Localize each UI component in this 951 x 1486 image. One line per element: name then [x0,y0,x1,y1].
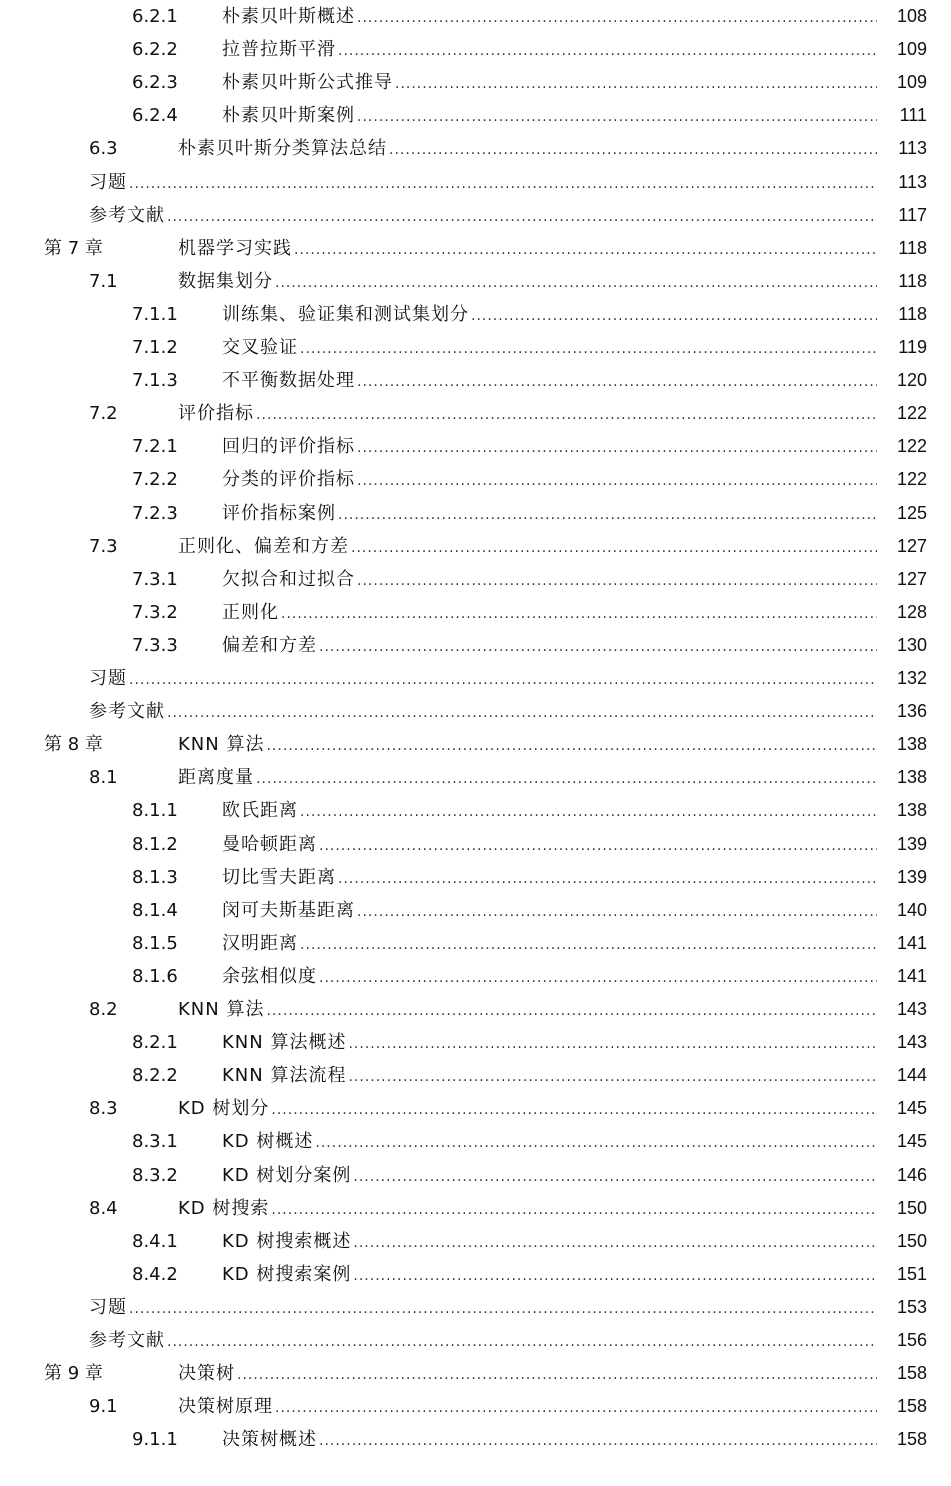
toc-entry[interactable] [0,1324,951,1357]
toc-entry-title: 偏差和方差 [222,634,317,656]
toc-entry-leader [222,298,877,333]
toc-entry-leader [89,1291,877,1326]
toc-entry[interactable] [0,1125,951,1158]
toc-entry-page: 125 [896,502,927,523]
toc-entry-number: 7.3.1 [132,568,178,590]
toc-entry-number: 6.2.1 [132,6,178,27]
dot-leader [349,532,877,565]
toc-entry-leader [222,0,877,35]
toc-entry-title: 习题 [89,1296,127,1318]
toc-entry-page: 145 [896,1131,927,1152]
toc-entry-page: 140 [896,899,927,920]
toc-entry-number: 6.2.3 [132,72,178,94]
toc-entry-leader [222,33,877,68]
toc-entry-page: 122 [896,403,927,424]
toc-entry-leader [178,1390,877,1425]
toc-entry-page: 132 [896,668,927,688]
toc-entry-leader [222,861,877,896]
toc-entry-title: 评价指标案例 [222,502,336,524]
toc-entry[interactable] [0,662,951,695]
toc-entry-title: KD 树划分 [178,1098,270,1120]
toc-entry[interactable] [0,861,951,894]
toc-entry-leader [222,1026,877,1061]
toc-entry-leader [222,1059,877,1094]
toc-entry-title: 余弦相似度 [222,965,317,987]
toc-entry-page: 113 [898,138,927,159]
toc-entry-title: KNN 算法 [178,999,265,1020]
toc-entry-number: 6.2.2 [132,39,178,61]
dot-leader [336,35,877,68]
dot-leader [393,68,877,101]
toc-entry-title: 习题 [89,171,127,193]
toc-entry-number: 7.1 [89,270,118,292]
toc-entry-leader [89,662,877,697]
dot-leader [355,2,877,35]
toc-entry-number: 7.2 [89,403,118,425]
toc-entry[interactable] [0,761,951,794]
toc-entry-leader [222,463,877,498]
dot-leader [298,796,877,829]
toc-entry-number: 6.3 [89,138,118,160]
toc-entry[interactable] [0,1159,951,1192]
toc-entry-number: 8.3.2 [132,1164,178,1186]
toc-entry-number: 第 8 章 [44,734,103,756]
toc-entry-page: 139 [896,833,927,854]
toc-entry-leader [222,563,877,598]
dot-leader [355,896,877,929]
toc-entry-title: 欠拟合和过拟合 [222,568,355,590]
toc-entry-number: 8.4.1 [132,1230,178,1252]
dot-leader [273,267,877,300]
toc-entry-leader [222,1125,877,1160]
dot-leader [317,631,877,664]
toc-entry-title: 朴素贝叶斯公式推导 [222,72,393,94]
toc-entry-title: 朴素贝叶斯分类算法总结 [178,138,387,160]
toc-entry-title: 决策树原理 [178,1396,273,1418]
toc-entry[interactable] [0,397,951,430]
toc-entry-number: 7.1.3 [132,370,178,392]
toc-entry[interactable] [0,728,951,761]
toc-entry-page: 108 [896,6,927,26]
toc-entry[interactable] [0,828,951,861]
toc-entry[interactable] [0,99,951,132]
toc-entry[interactable] [0,265,951,298]
toc-entry[interactable] [0,331,951,364]
dot-leader [264,995,877,1028]
toc-entry-number: 8.1.1 [132,800,178,822]
toc-entry-leader [222,331,877,366]
dot-leader [355,101,877,134]
toc-entry-title: KD 树搜索 [178,1197,270,1219]
toc-entry-page: 118 [898,303,927,324]
toc-entry-page: 138 [896,800,927,821]
toc-entry-page: 109 [896,39,927,60]
toc-entry-page: 127 [896,568,927,589]
toc-entry-leader [222,430,877,465]
dot-leader [336,499,877,532]
toc-entry[interactable] [0,364,951,397]
toc-entry-page: 139 [896,866,927,887]
toc-entry-title: 朴素贝叶斯案例 [222,105,355,127]
toc-entry-page: 158 [896,1429,927,1450]
toc-entry-title: KD 树搜索概述 [222,1230,352,1252]
toc-entry[interactable] [0,298,951,331]
toc-entry-leader [178,993,877,1028]
toc-entry[interactable] [0,430,951,463]
toc-entry[interactable] [0,199,951,232]
toc-entry[interactable] [0,530,951,563]
toc-entry[interactable] [0,66,951,99]
toc-entry[interactable] [0,1092,951,1125]
dot-leader [298,929,877,962]
toc-entry[interactable] [0,166,951,199]
toc-entry-page: 141 [896,965,927,986]
toc-entry[interactable] [0,596,951,629]
toc-entry[interactable] [0,132,951,165]
toc-entry-leader [178,1092,877,1127]
toc-entry-leader [178,397,877,432]
toc-entry-page: 127 [896,535,927,556]
toc-entry-title: 朴素贝叶斯概述 [222,6,355,27]
toc-entry-title: 决策树概述 [222,1429,317,1451]
toc-entry-page: 156 [896,1330,927,1350]
toc-entry-leader [222,927,877,962]
toc-entry-number: 8.3 [89,1098,118,1120]
toc-entry[interactable] [0,1225,951,1258]
toc-entry-number: 8.1.2 [132,833,178,855]
toc-entry[interactable] [0,894,951,927]
toc-entry-page: 150 [896,1230,927,1251]
toc-entry-leader [178,761,877,796]
toc-entry-page: 146 [896,1164,927,1185]
dot-leader [165,201,877,234]
toc-entry-number: 8.4 [89,1197,118,1219]
dot-leader [351,1161,877,1194]
toc-entry[interactable] [0,794,951,827]
toc-entry-title: 正则化、偏差和方差 [178,535,349,557]
toc-entry[interactable] [0,695,951,728]
toc-entry-leader [178,728,877,763]
dot-leader [313,1127,877,1160]
dot-leader [165,697,877,730]
toc-entry[interactable] [0,1423,951,1456]
toc-entry-page: 150 [896,1197,927,1218]
dot-leader [351,1227,877,1260]
toc-entry-title: 机器学习实践 [178,237,292,259]
toc-entry[interactable] [0,960,951,993]
toc-entry-number: 8.1.4 [132,899,178,921]
toc-entry-title: KNN 算法流程 [222,1065,347,1087]
dot-leader [127,1293,877,1326]
toc-entry-number: 8.1.3 [132,866,178,888]
toc-entry-page: 144 [896,1065,927,1086]
dot-leader [235,1359,877,1392]
toc-entry-page: 128 [896,601,927,622]
toc-entry-title: 决策树 [178,1363,235,1385]
dot-leader [292,234,877,267]
toc-entry-title: 拉普拉斯平滑 [222,39,336,61]
toc-entry-page: 113 [898,171,927,192]
dot-leader [269,1094,877,1127]
toc-entry-number: 9.1 [89,1396,118,1418]
toc-entry-title: 闵可夫斯基距离 [222,899,355,921]
toc-entry[interactable] [0,1026,951,1059]
toc-entry-page: 111 [899,105,927,126]
dot-leader [317,962,877,995]
toc-entry-leader [178,1357,877,1392]
toc-entry-page: 145 [896,1098,927,1119]
dot-leader [298,333,877,366]
toc-entry-title: 交叉验证 [222,337,298,358]
toc-entry-title: 切比雪夫距离 [222,866,336,888]
toc-entry-title: KD 树概述 [222,1131,314,1153]
toc-entry-page: 138 [896,734,927,755]
toc-entry-title: KD 树搜索案例 [222,1263,352,1285]
dot-leader [355,432,877,465]
toc-entry-leader [178,1192,877,1227]
toc-entry-page: 122 [896,436,927,457]
dot-leader [254,399,877,432]
toc-entry[interactable] [0,232,951,265]
toc-entry-page: 158 [896,1363,927,1384]
toc-entry-page: 158 [896,1396,927,1417]
dot-leader [355,465,877,498]
toc-entry-leader [222,960,877,995]
toc-entry-title: 距离度量 [178,767,254,789]
toc-entry-number: 7.3.3 [132,634,178,656]
toc-entry-title: 分类的评价指标 [222,469,355,491]
toc-entry-number: 7.3 [89,535,118,557]
toc-entry-page: 138 [896,767,927,788]
toc-entry-leader [222,99,877,134]
toc-entry-number: 7.1.2 [132,337,178,358]
toc-entry-leader [222,66,877,101]
dot-leader [317,1425,877,1458]
toc-entry-page: 143 [896,1032,927,1053]
toc-entry-page: 118 [898,270,927,291]
toc-entry[interactable] [0,629,951,662]
toc-entry-page: 130 [896,634,927,655]
toc-entry-title: KNN 算法概述 [222,1032,347,1054]
toc-entry-leader [222,1159,877,1194]
toc-entry-leader [178,265,877,300]
dot-leader [279,598,877,631]
toc-entry-page: 122 [896,469,927,490]
dot-leader [165,1326,877,1359]
toc-entry[interactable] [0,927,951,960]
toc-entry-number: 8.3.1 [132,1131,178,1153]
toc-entry-leader [222,629,877,664]
toc-entry-leader [178,132,877,167]
dot-leader [355,565,877,598]
toc-entry-title: 数据集划分 [178,270,273,292]
toc-entry-page: 119 [898,337,927,357]
dot-leader [387,134,877,167]
toc-entry[interactable] [0,1291,951,1324]
toc-entry-title: KD 树划分案例 [222,1164,352,1186]
toc-entry-number: 第 7 章 [44,237,103,259]
toc-entry-leader [89,695,877,730]
toc-entry-leader [178,232,877,267]
dot-leader [273,1392,877,1425]
toc-entry-number: 6.2.4 [132,105,178,127]
toc-entry-page: 118 [898,237,927,258]
dot-leader [317,830,877,863]
toc-entry-leader [222,1258,877,1293]
dot-leader [346,1028,877,1061]
toc-entry-number: 7.3.2 [132,601,178,623]
toc-entry-leader [222,497,877,532]
toc-entry[interactable] [0,1258,951,1291]
toc-entry[interactable] [0,563,951,596]
toc-entry-leader [178,530,877,565]
toc-entry-leader [89,199,877,234]
dot-leader [254,763,877,796]
toc-entry-number: 8.2 [89,999,118,1020]
dot-leader [264,730,877,763]
toc-entry-leader [222,794,877,829]
toc-entry-leader [89,1324,877,1359]
toc-entry[interactable] [0,33,951,66]
toc-entry-title: 回归的评价指标 [222,436,355,458]
toc-entry-title: 参考文献 [89,701,165,723]
toc-entry-page: 141 [896,932,927,953]
toc-entry-title: 汉明距离 [222,932,298,954]
toc-entry-page: 151 [896,1263,927,1284]
toc-entry-number: 8.1.6 [132,965,178,987]
toc-entry-page: 136 [896,701,927,722]
toc-entry-number: 9.1.1 [132,1429,178,1451]
toc-entry-leader [222,1225,877,1260]
toc-entry-title: 训练集、验证集和测试集划分 [222,303,469,325]
toc-entry-page: 120 [896,370,927,391]
toc-entry[interactable] [0,1390,951,1423]
dot-leader [355,366,877,399]
toc-entry-title: 参考文献 [89,1330,165,1351]
toc-entry[interactable] [0,1192,951,1225]
toc-entry-page: 109 [896,72,927,93]
toc-entry-leader [222,894,877,929]
toc-entry-number: 8.1 [89,767,118,789]
toc-entry-page: 117 [898,204,927,225]
dot-leader [336,863,877,896]
dot-leader [127,664,877,697]
toc-entry-leader [89,166,877,201]
toc-entry-number: 8.4.2 [132,1263,178,1285]
toc-entry[interactable] [0,497,951,530]
toc-entry-title: 欧氏距离 [222,800,298,822]
toc-entry-page: 153 [896,1296,927,1317]
toc-entry-title: 评价指标 [178,403,254,425]
toc-entry-number: 7.2.1 [132,436,178,458]
toc-entry[interactable] [0,1059,951,1092]
toc-entry[interactable] [0,993,951,1026]
toc-entry-number: 8.2.1 [132,1032,178,1054]
toc-entry-leader [222,1423,877,1458]
toc-entry-number: 8.1.5 [132,932,178,954]
toc-entry-title: 正则化 [222,601,279,623]
dot-leader [127,168,877,201]
toc-entry-number: 7.2.2 [132,469,178,491]
toc-entry[interactable] [0,1357,951,1390]
toc-entry-number: 8.2.2 [132,1065,178,1087]
toc-entry-number: 7.2.3 [132,502,178,524]
toc-entry[interactable] [0,0,951,33]
toc-entry-page: 143 [896,999,927,1019]
toc-entry-title: 不平衡数据处理 [222,370,355,392]
dot-leader [346,1061,877,1094]
toc-entry-title: 参考文献 [89,204,165,226]
toc-entry-leader [222,828,877,863]
toc-entry-title: KNN 算法 [178,734,265,756]
toc-entry-number: 7.1.1 [132,303,178,325]
dot-leader [351,1260,877,1293]
dot-leader [469,300,877,333]
toc-entry-leader [222,364,877,399]
toc-entry[interactable] [0,463,951,496]
dot-leader [269,1194,877,1227]
toc-entry-number: 第 9 章 [44,1363,103,1385]
toc-entry-title: 曼哈顿距离 [222,833,317,855]
toc-entry-leader [222,596,877,631]
toc-entry-title: 习题 [89,668,127,689]
